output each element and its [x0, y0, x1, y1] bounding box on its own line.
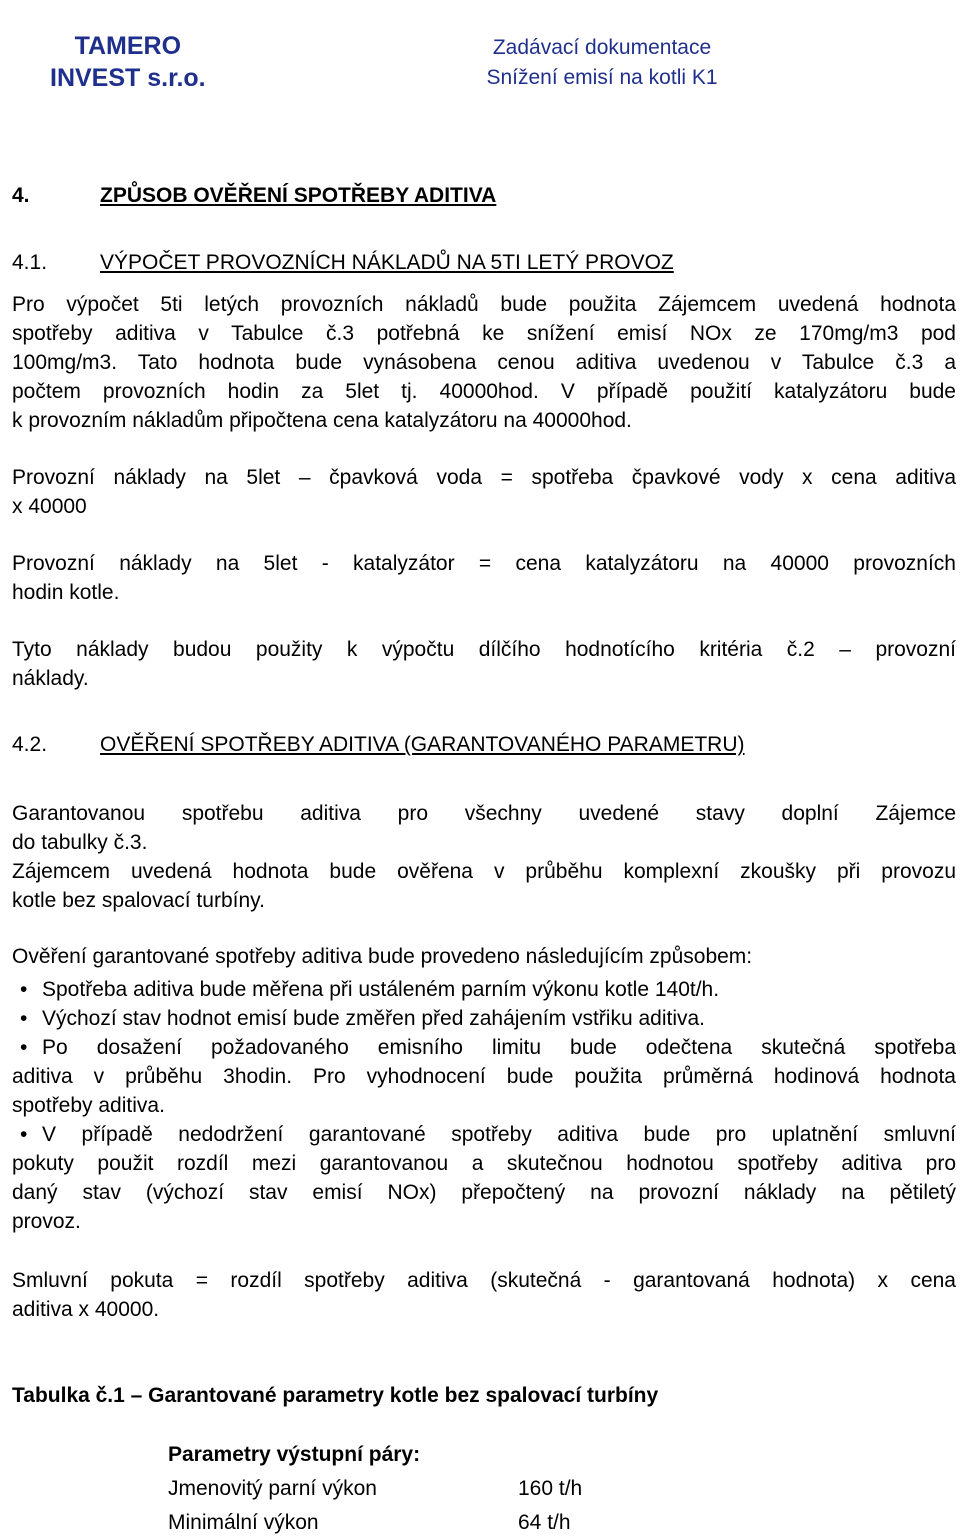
text-line: aditiva x 40000. — [12, 1298, 160, 1321]
text-line: x 40000 — [12, 495, 87, 518]
text-line: kotle bez spalovací turbíny. — [12, 889, 265, 912]
text-line: Zájemcem uvedená hodnota bude ověřena v průběhu komplexní zkoušky při provozu — [12, 860, 956, 883]
text-line: daný stav (výchozí stav emisí NOx) přepočtený na provozní náklady na pětiletý — [12, 1181, 956, 1204]
text-line: pokuty použit rozdíl mezi garantovanou a skutečnou hodnotou spotřeby aditiva pro — [12, 1152, 956, 1175]
paragraph-ammonia-water-cost — [12, 463, 956, 521]
section-title: OVĚŘENÍ SPOTŘEBY ADITIVA (GARANTOVANÉHO PARAMETRU) — [100, 733, 745, 756]
text-line: provoz. — [12, 1210, 81, 1233]
company-name-line1: TAMERO — [74, 32, 182, 60]
company-name — [50, 30, 206, 94]
section-number: 4.2. — [12, 733, 48, 756]
text-line: Pro výpočet 5ti letých provozních nákladů bude použita Zájemcem uvedená hodnota — [12, 293, 956, 316]
document-title-line1: Zadávací dokumentace — [492, 36, 712, 59]
paragraph-catalyst-cost — [12, 549, 956, 607]
bullet-icon: • — [20, 1036, 28, 1059]
text-line: spotřeby aditiva v Tabulce č.3 potřebná ke snížení emisí NOx ze 170mg/m3 pod — [12, 322, 956, 345]
text-line: Tyto náklady budou použity k výpočtu dílčího hodnotícího kritéria č.2 – provozní — [12, 638, 956, 661]
paragraph-verification-method — [12, 942, 956, 971]
section-number: 4. — [12, 184, 30, 207]
table-header: Parametry výstupní páry: — [168, 1443, 421, 1466]
paragraph-cost-calculation — [12, 290, 956, 435]
table-cell-label: Jmenovitý parní výkon — [168, 1477, 377, 1500]
list-item — [12, 1033, 956, 1120]
text-line: Garantovanou spotřebu aditiva pro všechny uvedené stavy doplní Zájemce — [12, 802, 956, 825]
bullet-icon: • — [20, 1007, 28, 1030]
paragraph-contractual-penalty — [12, 1266, 956, 1324]
text-line: Ověření garantované spotřeby aditiva bude provedeno následujícím způsobem: — [12, 945, 753, 968]
bullet-icon: • — [20, 978, 28, 1001]
bullet-icon: • — [20, 1123, 28, 1146]
text-line: Spotřeba aditiva bude měřena při ustáleném parním výkonu kotle 140t/h. — [42, 978, 720, 1001]
list-item — [12, 975, 956, 1004]
text-line: počtem provozních hodin za 5let tj. 40000hod. V případě použití katalyzátoru bude — [12, 380, 956, 403]
company-name-line2: INVEST s.r.o. — [50, 64, 206, 92]
text-line: V případě nedodržení garantované spotřeby aditiva bude pro uplatnění smluvní — [42, 1123, 956, 1146]
parameters-table — [168, 1438, 583, 1540]
table-caption: Tabulka č.1 – Garantované parametry kotle bez spalovací turbíny — [12, 1384, 659, 1407]
text-line: Výchozí stav hodnot emisí bude změřen před zahájením vstřiku aditiva. — [42, 1007, 705, 1030]
text-line: náklady. — [12, 667, 89, 690]
table-cell-value: 64 t/h — [518, 1511, 571, 1534]
paragraph-guaranteed-consumption — [12, 799, 956, 915]
list-item — [12, 1004, 956, 1033]
text-line: aditiva v průběhu 3hodin. Pro vyhodnocení bude použita průměrná hodinová hodnota — [12, 1065, 956, 1088]
document-title-line2: Snížení emisí na kotli K1 — [486, 66, 718, 89]
text-line: k provozním nákladům připočtena cena katalyzátoru na 40000hod. — [12, 409, 632, 432]
text-line: hodin kotle. — [12, 581, 120, 604]
document-title — [452, 33, 752, 93]
list-item — [12, 1120, 956, 1236]
section-title: ZPŮSOB OVĚŘENÍ SPOTŘEBY ADITIVA — [100, 184, 497, 207]
text-line: Po dosažení požadovaného emisního limitu bude odečtena skutečná spotřeba — [42, 1036, 956, 1059]
text-line: spotřeby aditiva. — [12, 1094, 165, 1117]
text-line: Provozní náklady na 5let - katalyzátor = cena katalyzátoru na 40000 provozních — [12, 552, 956, 575]
verification-steps-list — [12, 975, 956, 1236]
section-title: VÝPOČET PROVOZNÍCH NÁKLADŮ NA 5TI LETÝ PROVOZ — [100, 251, 674, 274]
table-cell-label: Minimální výkon — [168, 1511, 319, 1534]
text-line: 100mg/m3. Tato hodnota bude vynásobena cenou aditiva uvedenou v Tabulce č.3 a — [12, 351, 956, 374]
table-cell-value: 160 t/h — [518, 1477, 583, 1500]
section-number: 4.1. — [12, 251, 48, 274]
table-row — [168, 1472, 583, 1506]
text-line: Provozní náklady na 5let – čpavková voda = spotřeba čpavkové vody x cena aditiva — [12, 466, 956, 489]
table-row — [168, 1506, 571, 1540]
text-line: do tabulky č.3. — [12, 831, 148, 854]
text-line: Smluvní pokuta = rozdíl spotřeby aditiva (skutečná - garantovaná hodnota) x cena — [12, 1269, 956, 1292]
paragraph-evaluation-criterion — [12, 635, 956, 693]
